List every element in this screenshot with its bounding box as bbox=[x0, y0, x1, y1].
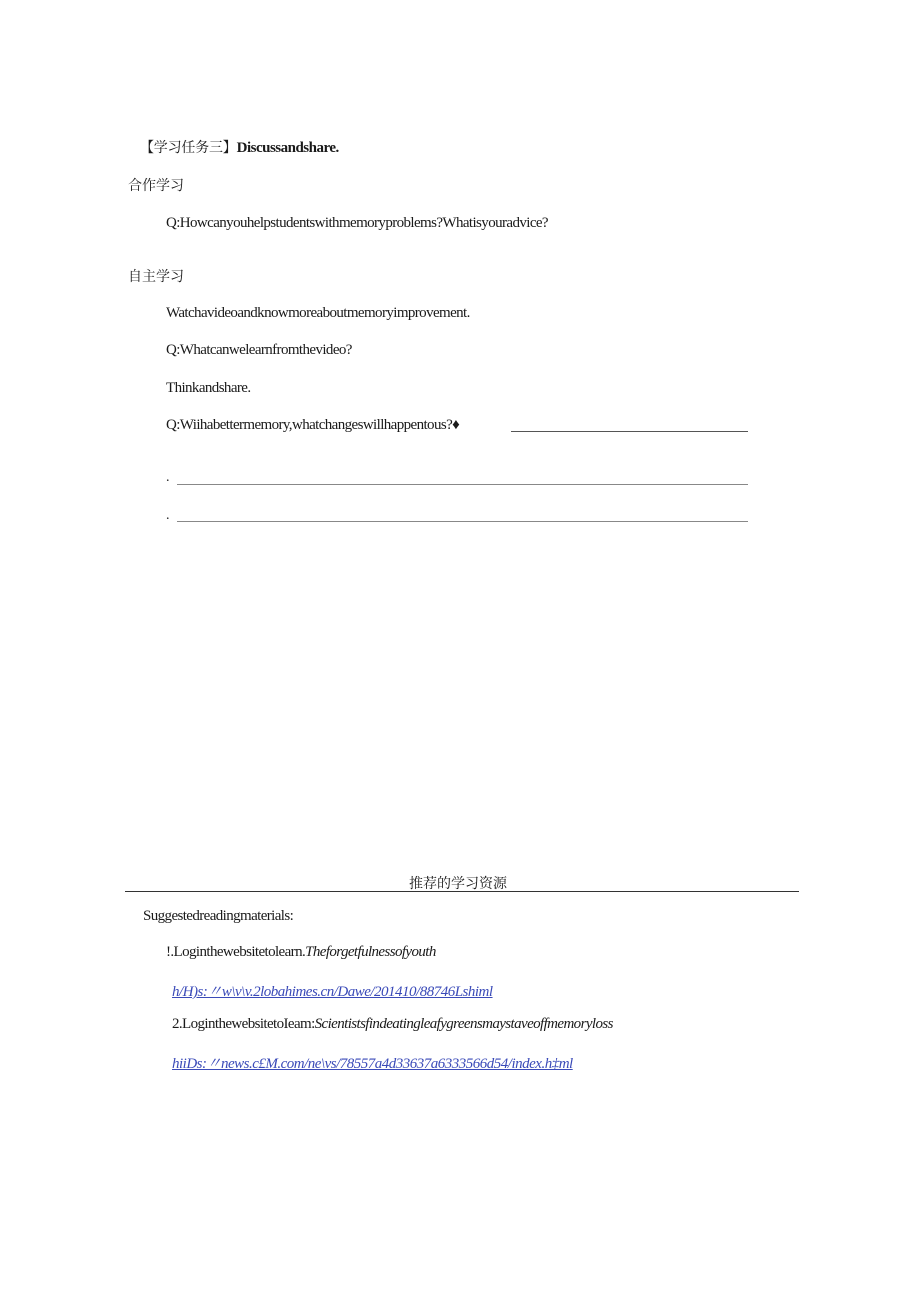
independent-label: 自主学习 bbox=[128, 269, 184, 285]
answer-line-main[interactable] bbox=[511, 431, 748, 432]
memory-question: Q:Wiihabettermemory,whatchangeswillhappentous?♦ bbox=[166, 417, 460, 433]
answer-line-1[interactable] bbox=[177, 484, 748, 485]
resource-item-2-title: Scientistsfindeatingleafygreensmaystaveoffmemoryloss bbox=[314, 1016, 613, 1032]
resource-item-1 bbox=[166, 944, 436, 961]
resource-link-1[interactable]: h/H)s:〃w\v\v.2lobahimes.cn/Dawe/201410/88746Lshiml bbox=[172, 984, 493, 1000]
resource-link-2[interactable]: hiiDs:〃news.c£M.com/ne\vs/78557a4d33637a6333566d54/index.h‡ml bbox=[172, 1056, 573, 1072]
cooperative-label: 合作学习 bbox=[128, 178, 184, 194]
video-question: Q:Whatcanwelearnfromthevideo? bbox=[166, 342, 352, 358]
resource-item-2-prefix: 2.LoginthewebsitetoIeam: bbox=[172, 1016, 315, 1032]
task-title bbox=[140, 137, 339, 157]
resources-intro: Suggestedreadingmaterials: bbox=[143, 908, 294, 924]
video-instruction: Watchavideoandknowmoreaboutmemoryimprovement. bbox=[166, 305, 470, 321]
resource-item-2 bbox=[172, 1016, 613, 1033]
answer-bullet: . bbox=[166, 508, 170, 523]
resource-item-1-title: Theforgetfulnessofyouth bbox=[305, 944, 436, 960]
task-heading: Discussandshare. bbox=[236, 140, 339, 156]
cooperative-question: Q:Howcanyouhelpstudentswithmemoryproblems?Whatisyouradvice? bbox=[166, 215, 548, 231]
think-share-label: Thinkandshare. bbox=[166, 380, 251, 396]
answer-line-2[interactable] bbox=[177, 521, 748, 522]
task-label: 【学习任务三】 bbox=[140, 140, 237, 156]
resource-item-1-prefix: !.Loginthewebsitetolearn. bbox=[166, 944, 306, 960]
resources-divider bbox=[125, 891, 799, 892]
answer-bullet: . bbox=[166, 470, 170, 485]
resources-header: 推荐的学习资源 bbox=[409, 876, 507, 892]
